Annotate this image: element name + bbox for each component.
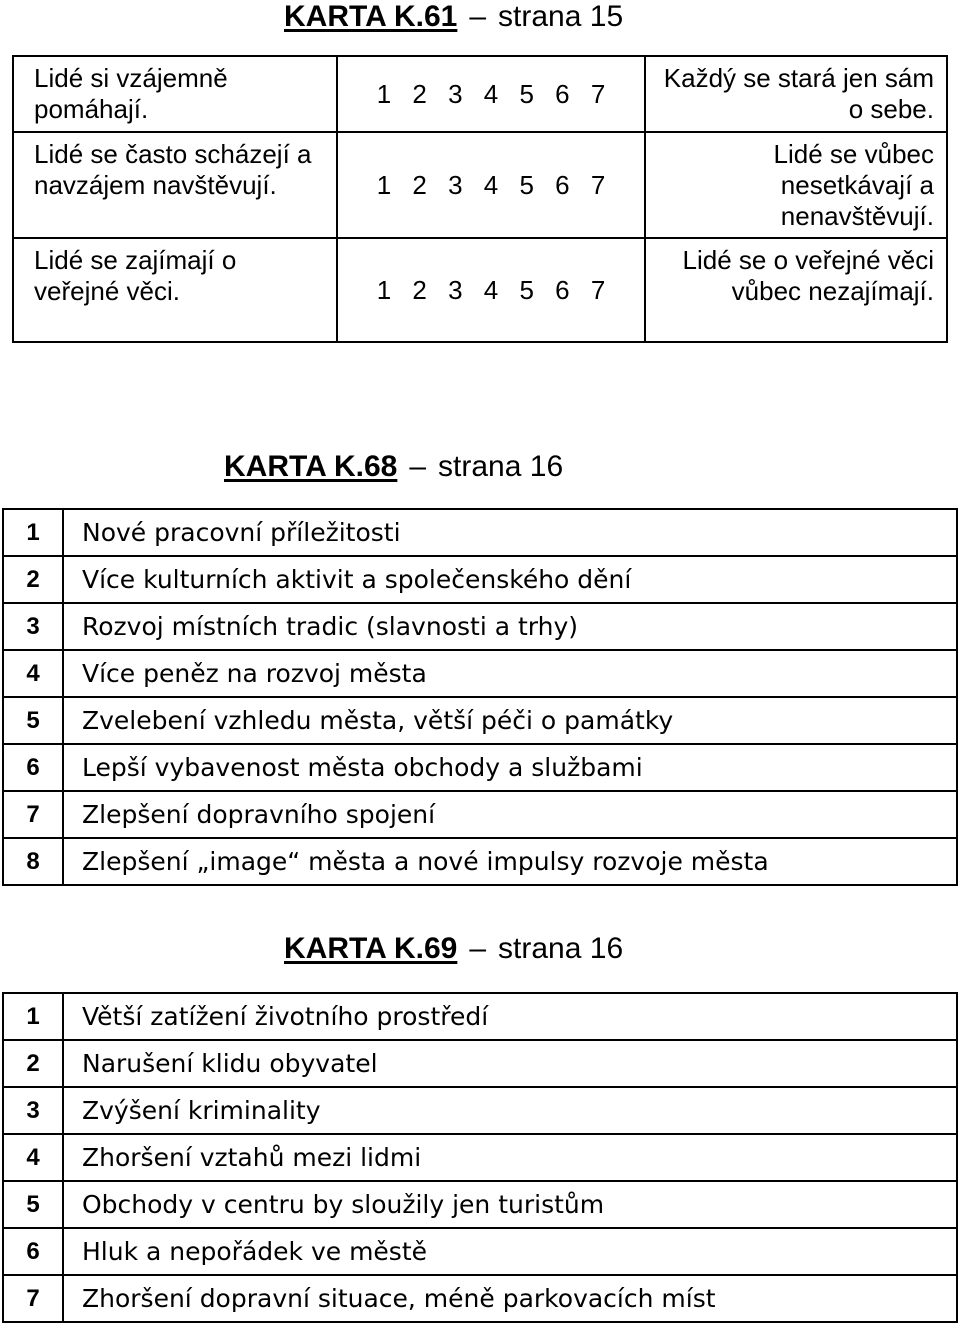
item-text: Více kulturních aktivit a společenského dění [63, 556, 957, 603]
list-item [3, 838, 957, 885]
left-statement: Lidé se zajímají o veřejné věci. [13, 238, 337, 342]
page-ref: strana 15 [498, 0, 624, 33]
item-text: Zlepšení dopravního spojení [63, 791, 957, 838]
item-text: Zvýšení kriminality [63, 1087, 957, 1134]
item-number: 4 [3, 650, 63, 697]
dash: – [469, 932, 487, 965]
card-69-list [2, 992, 958, 1323]
left-statement: Lidé se často scházejí a navzájem navštěvují. [13, 132, 337, 238]
item-number: 1 [3, 993, 63, 1040]
list-item [3, 1181, 957, 1228]
item-number: 1 [3, 509, 63, 556]
item-number: 3 [3, 603, 63, 650]
card-label: KARTA K. [284, 0, 424, 33]
list-item [3, 1040, 957, 1087]
card-label: KARTA K. [284, 932, 424, 965]
scale-numbers: 1 2 3 4 5 6 7 [337, 238, 645, 342]
right-statement: Každý se stará jen sám o sebe. [645, 56, 947, 132]
list-item [3, 1275, 957, 1322]
scale-numbers: 1 2 3 4 5 6 7 [337, 132, 645, 238]
list-item [3, 650, 957, 697]
card-69-heading [284, 934, 623, 964]
item-text: Rozvoj místních tradic (slavnosti a trhy) [63, 603, 957, 650]
card-61-heading [284, 2, 623, 32]
list-item [3, 1134, 957, 1181]
item-text: Hluk a nepořádek ve městě [63, 1228, 957, 1275]
card-68-heading [224, 452, 563, 482]
item-number: 5 [3, 697, 63, 744]
right-statement: Lidé se o veřejné věci vůbec nezajímají. [645, 238, 947, 342]
item-number: 8 [3, 838, 63, 885]
item-text: Zhoršení vztahů mezi lidmi [63, 1134, 957, 1181]
item-number: 4 [3, 1134, 63, 1181]
list-item [3, 603, 957, 650]
card-label: KARTA K. [224, 450, 364, 483]
card-number: 68 [363, 450, 398, 483]
item-number: 5 [3, 1181, 63, 1228]
card-61-scale-table [12, 55, 948, 343]
item-number: 2 [3, 1040, 63, 1087]
item-number: 6 [3, 1228, 63, 1275]
item-number: 7 [3, 1275, 63, 1322]
dash: – [409, 450, 427, 483]
card-number: 69 [423, 932, 458, 965]
item-text: Narušení klidu obyvatel [63, 1040, 957, 1087]
item-number: 6 [3, 744, 63, 791]
item-text: Zhoršení dopravní situace, méně parkovacích míst [63, 1275, 957, 1322]
list-item [3, 791, 957, 838]
item-text: Zvelebení vzhledu města, větší péči o památky [63, 697, 957, 744]
list-item [3, 1087, 957, 1134]
card-68-list [2, 508, 958, 886]
scale-row [13, 238, 947, 342]
card-number: 61 [423, 0, 458, 33]
list-item [3, 1228, 957, 1275]
dash: – [469, 0, 487, 33]
page-ref: strana 16 [498, 932, 624, 965]
item-number: 7 [3, 791, 63, 838]
list-item [3, 509, 957, 556]
list-item [3, 744, 957, 791]
list-item [3, 993, 957, 1040]
scale-numbers: 1 2 3 4 5 6 7 [337, 56, 645, 132]
item-text: Zlepšení „image“ města a nové impulsy rozvoje města [63, 838, 957, 885]
left-statement: Lidé si vzájemně pomáhají. [13, 56, 337, 132]
list-item [3, 556, 957, 603]
item-text: Větší zatížení životního prostředí [63, 993, 957, 1040]
page-ref: strana 16 [438, 450, 564, 483]
item-number: 2 [3, 556, 63, 603]
scale-row [13, 56, 947, 132]
item-text: Obchody v centru by sloužily jen turistům [63, 1181, 957, 1228]
right-statement: Lidé se vůbec nesetkávají a nenavštěvují. [645, 132, 947, 238]
item-text: Nové pracovní příležitosti [63, 509, 957, 556]
list-item [3, 697, 957, 744]
item-number: 3 [3, 1087, 63, 1134]
item-text: Více peněz na rozvoj města [63, 650, 957, 697]
scale-row [13, 132, 947, 238]
item-text: Lepší vybavenost města obchody a službami [63, 744, 957, 791]
